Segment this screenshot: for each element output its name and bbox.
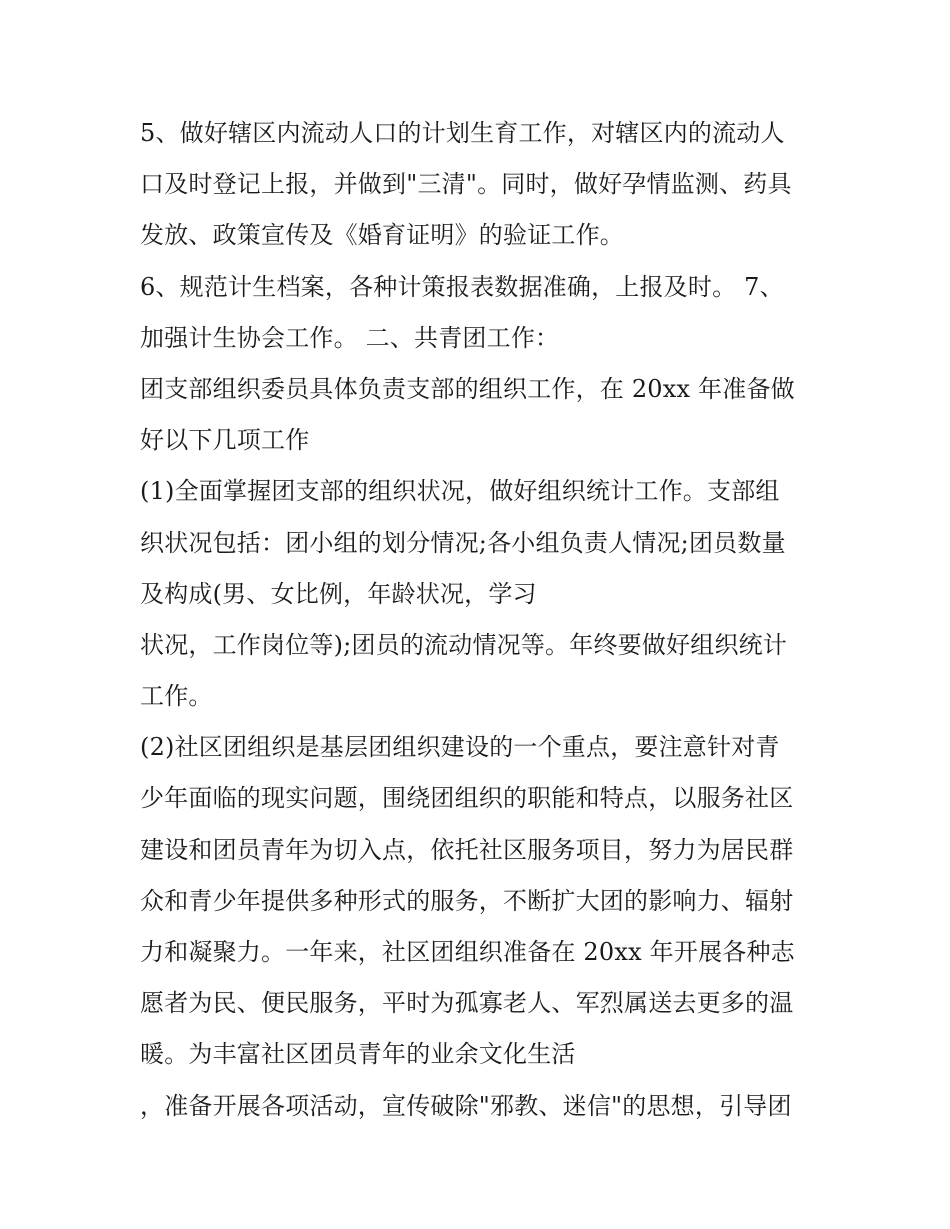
text-line: ，准备开展各项活动，宣传破除"邪教、迷信"的思想，引导团	[140, 1091, 792, 1120]
text-line: 及构成(男、女比例，年龄状况，学习	[140, 579, 537, 608]
text-line: 好以下几项工作	[140, 426, 310, 455]
text-line: 团支部组织委员具体负责支部的组织工作，在 20xx 年准备做	[140, 374, 795, 403]
text-line: 力和凝聚力。一年来，社区团组织准备在 20xx 年开展各种志	[140, 938, 795, 966]
text-line: 状况，工作岗位等);团员的流动情况等。年终要做好组织统计	[140, 630, 788, 659]
text-line: 加强计生协会工作。 二、共青团工作：	[140, 323, 560, 352]
text-line: 少年面临的现实问题，围绕团组织的职能和特点，以服务社区	[140, 784, 794, 813]
text-line: 口及时登记上报，并做到"三清"。同时，做好孕情监测、药具	[140, 170, 792, 199]
text-line: 愿者为民、便民服务，平时为孤寡老人、军烈属送去更多的温	[140, 989, 794, 1018]
text-line: 6、规范计生档案，各种计策报表数据准确，上报及时。 7、	[140, 272, 784, 301]
text-line: (2)社区团组织是基层团组织建设的一个重点，要注意针对青	[140, 733, 780, 762]
text-line: 建设和团员青年为切入点，依托社区服务项目，努力为居民群	[140, 835, 794, 864]
document-body	[140, 108, 830, 1132]
text-line: 5、做好辖区内流动人口的计划生育工作，对辖区内的流动人	[140, 119, 785, 147]
text-line: 发放、政策宣传及《婚育证明》的验证工作。	[140, 221, 624, 250]
text-line: 织状况包括：团小组的划分情况;各小组负责人情况;团员数量	[140, 528, 786, 557]
text-line: 众和青少年提供多种形式的服务，不断扩大团的影响力、辐射	[140, 886, 794, 915]
text-line: 工作。	[140, 682, 213, 711]
text-line: (1)全面掌握团支部的组织状况，做好组织统计工作。支部组	[140, 477, 780, 506]
text-line: 暖。为丰富社区团员青年的业余文化生活	[140, 1040, 576, 1069]
